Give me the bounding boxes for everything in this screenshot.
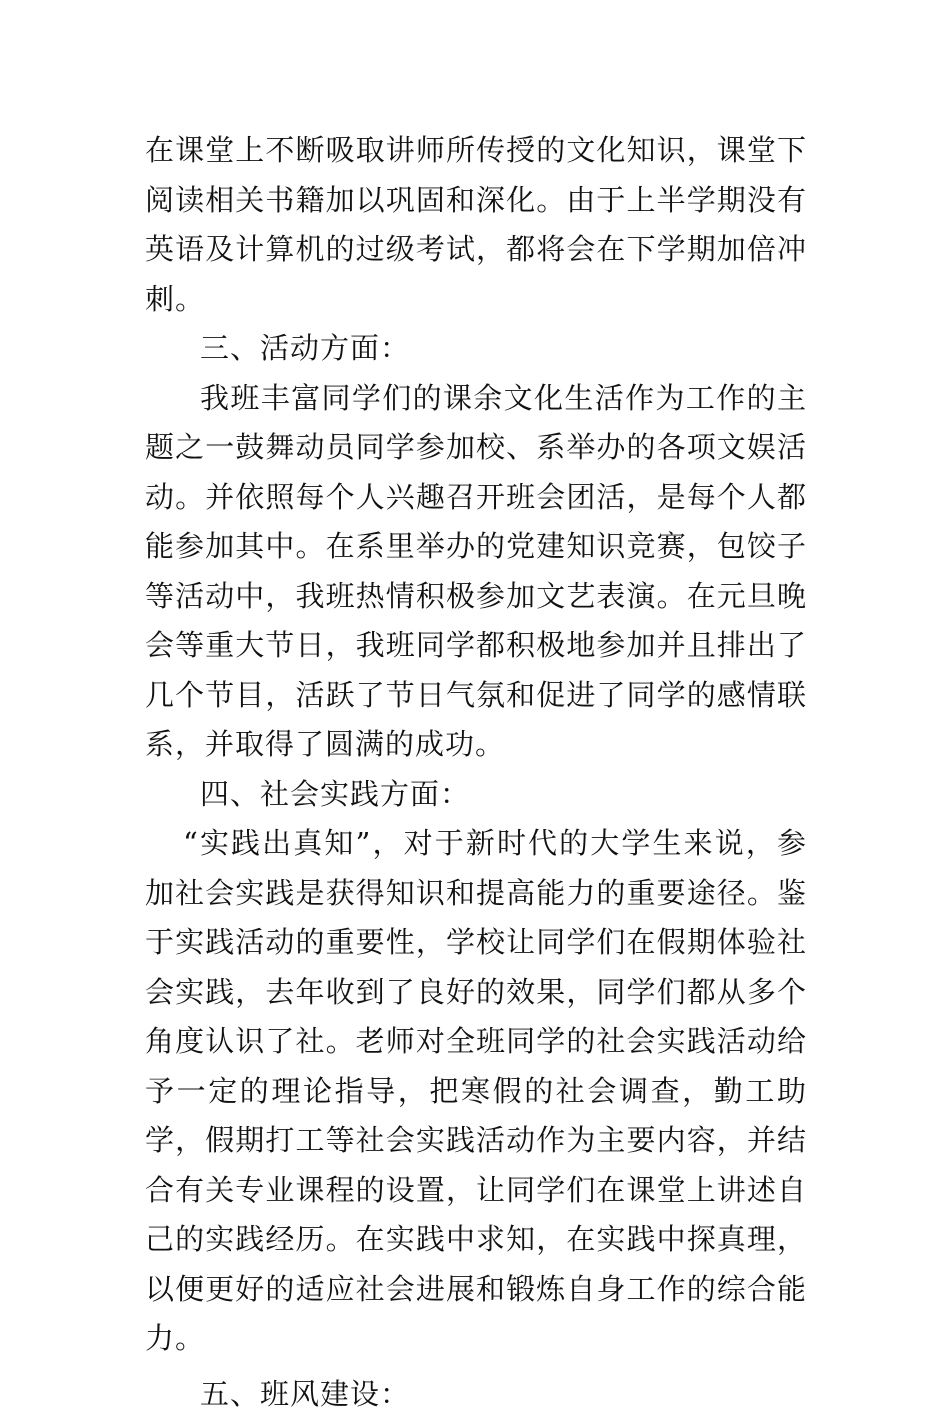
document-body: [145, 126, 807, 1419]
paragraph-study-continuation: 在课堂上不断吸取讲师所传授的文化知识，课堂下阅读相关书籍加以巩固和深化。由于上半学期没有英语及计算机的过级考试，都将会在下学期加倍冲刺。: [145, 126, 807, 324]
paragraph-activities: 我班丰富同学们的课余文化生活作为工作的主题之一鼓舞动员同学参加校、系举办的各项文娱活动。并依照每个人兴趣召开班会团活，是每个人都能参加其中。在系里举办的党建知识竞赛，包饺子等活动中，我班热情积极参加文艺表演。在元旦晚会等重大节日，我班同学都积极地参加并且排出了几个节目，活跃了节日气氛和促进了同学的感情联系，并取得了圆满的成功。: [145, 374, 807, 770]
section-heading-class-style: 五、班风建设：: [145, 1370, 807, 1419]
paragraph-social-practice: “实践出真知”，对于新时代的大学生来说，参加社会实践是获得知识和提高能力的重要途径。鉴于实践活动的重要性，学校让同学们在假期体验社会实践，去年收到了良好的效果，同学们都从多个角度认识了社。老师对全班同学的社会实践活动给予一定的理论指导，把寒假的社会调查，勤工助学，假期打工等社会实践活动作为主要内容，并结合有关专业课程的设置，让同学们在课堂上讲述自己的实践经历。在实践中求知，在实践中探真理，以便更好的适应社会进展和锻炼自身工作的综合能力。: [145, 819, 807, 1364]
section-heading-social-practice: 四、社会实践方面：: [145, 770, 807, 820]
section-heading-activities: 三、活动方面：: [145, 324, 807, 374]
